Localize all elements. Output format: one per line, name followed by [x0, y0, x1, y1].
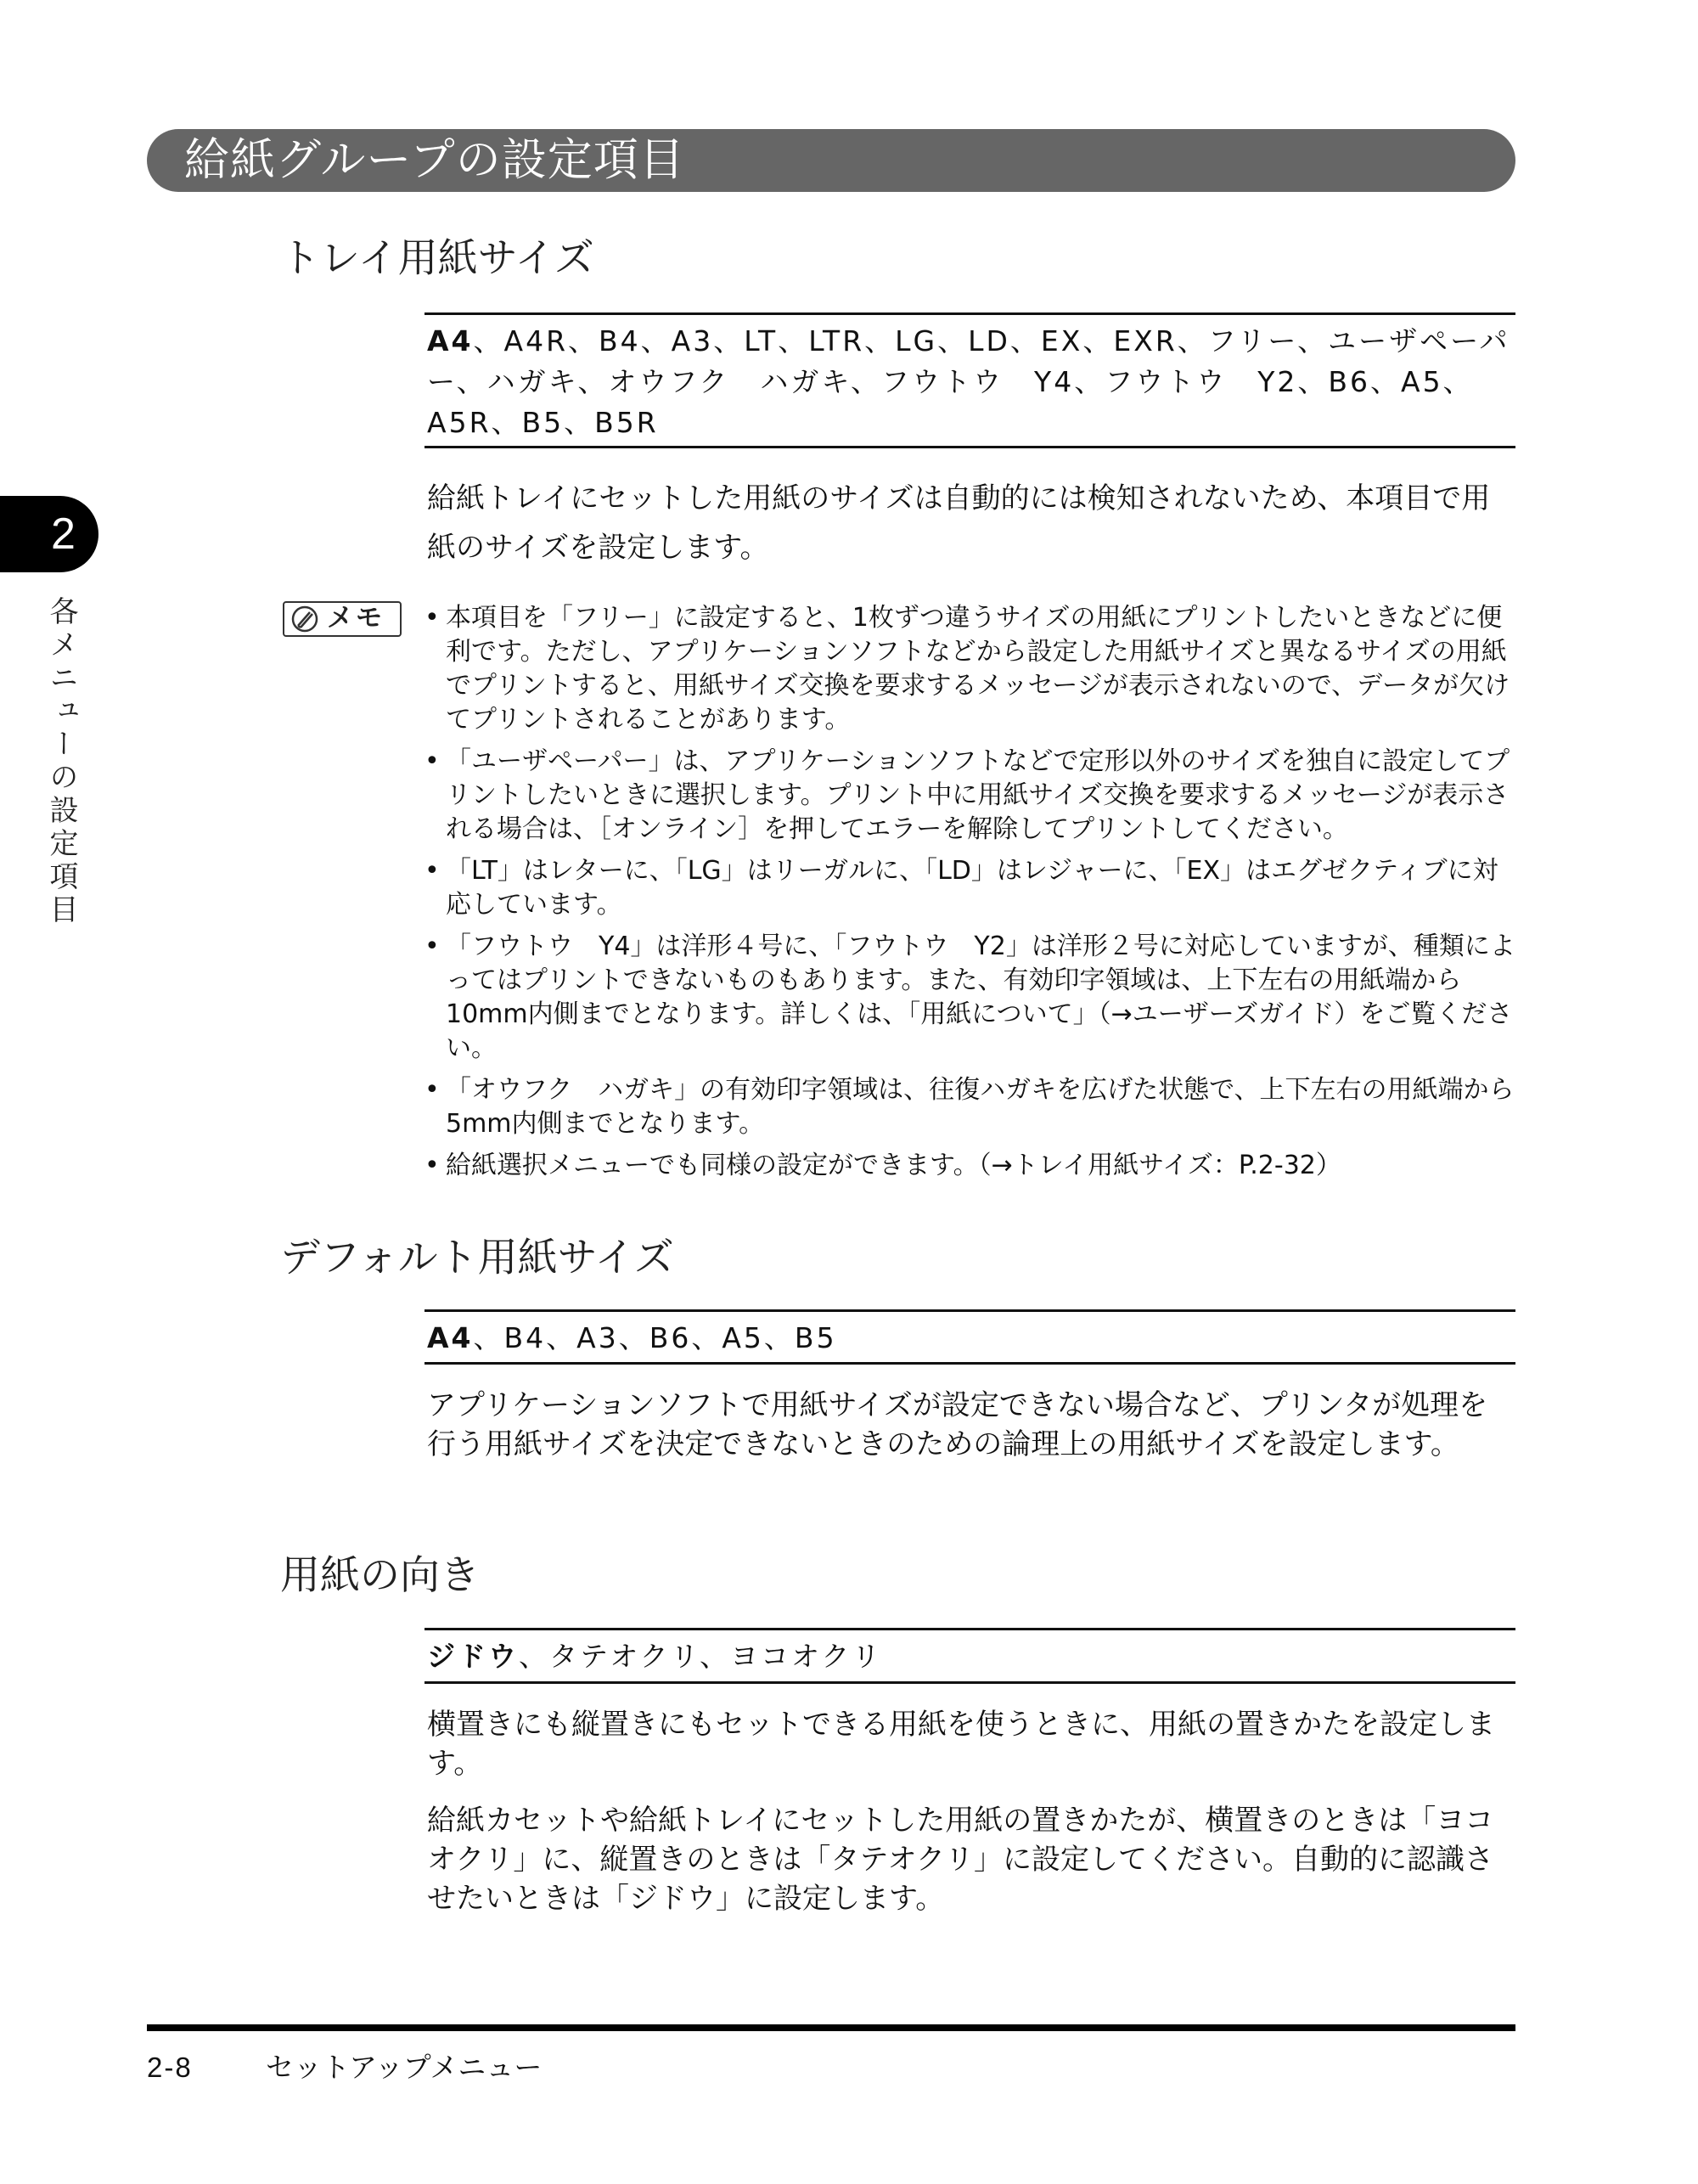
heading-paper-orientation: 用紙の向き: [280, 1552, 480, 1599]
orientation-description: 給紙カセットや給紙トレイにセットした用紙の置きかたが、横置きのときは「ヨコオクリ」に、縦置きのときは「タテオクリ」に設定してください。自動的に認識させたいときは「ジドウ」に設定します。: [427, 1804, 1494, 1916]
options-bottom-rule: [424, 1681, 1515, 1684]
memo-item: • 本項目を「フリー」に設定すると、1枚ずつ違うサイズの用紙にプリントしたいときなどに便利です。ただし、アプリケーションソフトなどから設定した用紙サイズと異なるサイズの用紙でプリントすると、用紙サイズ交換を要求するメッセージが表示されないので、データが欠けてプリントされることがあります。: [424, 601, 1520, 737]
heading-default-paper-size: デフォルト用紙サイズ: [280, 1235, 674, 1281]
options-bottom-rule: [424, 446, 1515, 448]
default-option: A4: [427, 324, 474, 357]
memo-item: • 「ユーザペーパー」は、アプリケーションソフトなどで定形以外のサイズを独自に設定してプリントしたいときに選択します。プリント中に用紙サイズ交換を要求するメッセージが表示される場合は、［オンライン］を押してエラーを解除してプリントしてください。: [424, 745, 1520, 847]
option-list: 、タテオクリ、ヨコオクリ: [519, 1640, 883, 1673]
memo-item: • 「LT」はレターに、「LG」はリーガルに、「LD」はレジャーに、「EX」はエグゼクティブに対応しています。: [424, 854, 1520, 922]
page-title: 給紙グループの設定項目: [184, 134, 685, 186]
section-banner: [147, 129, 1515, 192]
page-number: 2-8: [147, 2052, 193, 2083]
chapter-side-label: 各メニューの設定項目: [44, 596, 78, 927]
orientation-description: 横置きにも縦置きにもセットできる用紙を使うときに、用紙の置きかたを設定します。: [427, 1708, 1495, 1781]
options-top-rule: [424, 1628, 1515, 1630]
option-list: 、B4、A3、B6、A5、B5: [473, 1321, 837, 1354]
default-option: A4: [427, 1321, 474, 1354]
running-title: セットアップメニュー: [266, 2051, 543, 2084]
default-size-options: [427, 1318, 1514, 1359]
default-option: ジドウ: [427, 1640, 519, 1673]
options-top-rule: [424, 312, 1515, 315]
chapter-number: 2: [51, 509, 76, 559]
memo-badge: [283, 601, 402, 637]
options-bottom-rule: [424, 1362, 1515, 1365]
chapter-tab: [0, 496, 98, 572]
memo-item: • 「オウフク ハガキ」の有効印字領域は、往復ハガキを広げた状態で、上下左右の用紙端から5mm内側までとなります。: [424, 1073, 1520, 1141]
memo-item: • 給紙選択メニューでも同様の設定ができます。（→トレイ用紙サイズ：P.2-32）: [424, 1149, 1520, 1183]
pencil-icon: [291, 605, 318, 633]
tray-size-description: 給紙トレイにセットした用紙のサイズは自動的には検知されないため、本項目で用紙のサイズを設定します。: [427, 481, 1491, 565]
options-top-rule: [424, 1309, 1515, 1312]
memo-item: • 「フウトウ Y4」は洋形４号に、「フウトウ Y2」は洋形２号に対応していますが、種類によってはプリントできないものもあります。また、有効印字領域は、上下左右の用紙端から10mm内側までとなります。詳しくは、「用紙について」（→ユーザーズガイド）をご覧ください。: [424, 930, 1520, 1066]
tray-size-options: [427, 321, 1514, 443]
option-list: 、A4R、B4、A3、LT、LTR、LG、LD、EX、EXR、フリー、ユーザペーパー、ハガキ、オウフク ハガキ、フウトウ Y4、フウトウ Y2、B6、A5、A5R、B5、B5R: [427, 324, 1510, 439]
memo-list: [424, 601, 1520, 1191]
footer-rule: [147, 2024, 1515, 2031]
default-size-description: アプリケーションソフトで用紙サイズが設定できない場合など、プリンタが処理を行う用紙サイズを決定できないときのための論理上の用紙サイズを設定します。: [427, 1388, 1488, 1461]
orientation-options: [427, 1636, 1514, 1677]
heading-tray-paper-size: トレイ用紙サイズ: [280, 235, 594, 282]
memo-label: メモ: [327, 603, 385, 633]
